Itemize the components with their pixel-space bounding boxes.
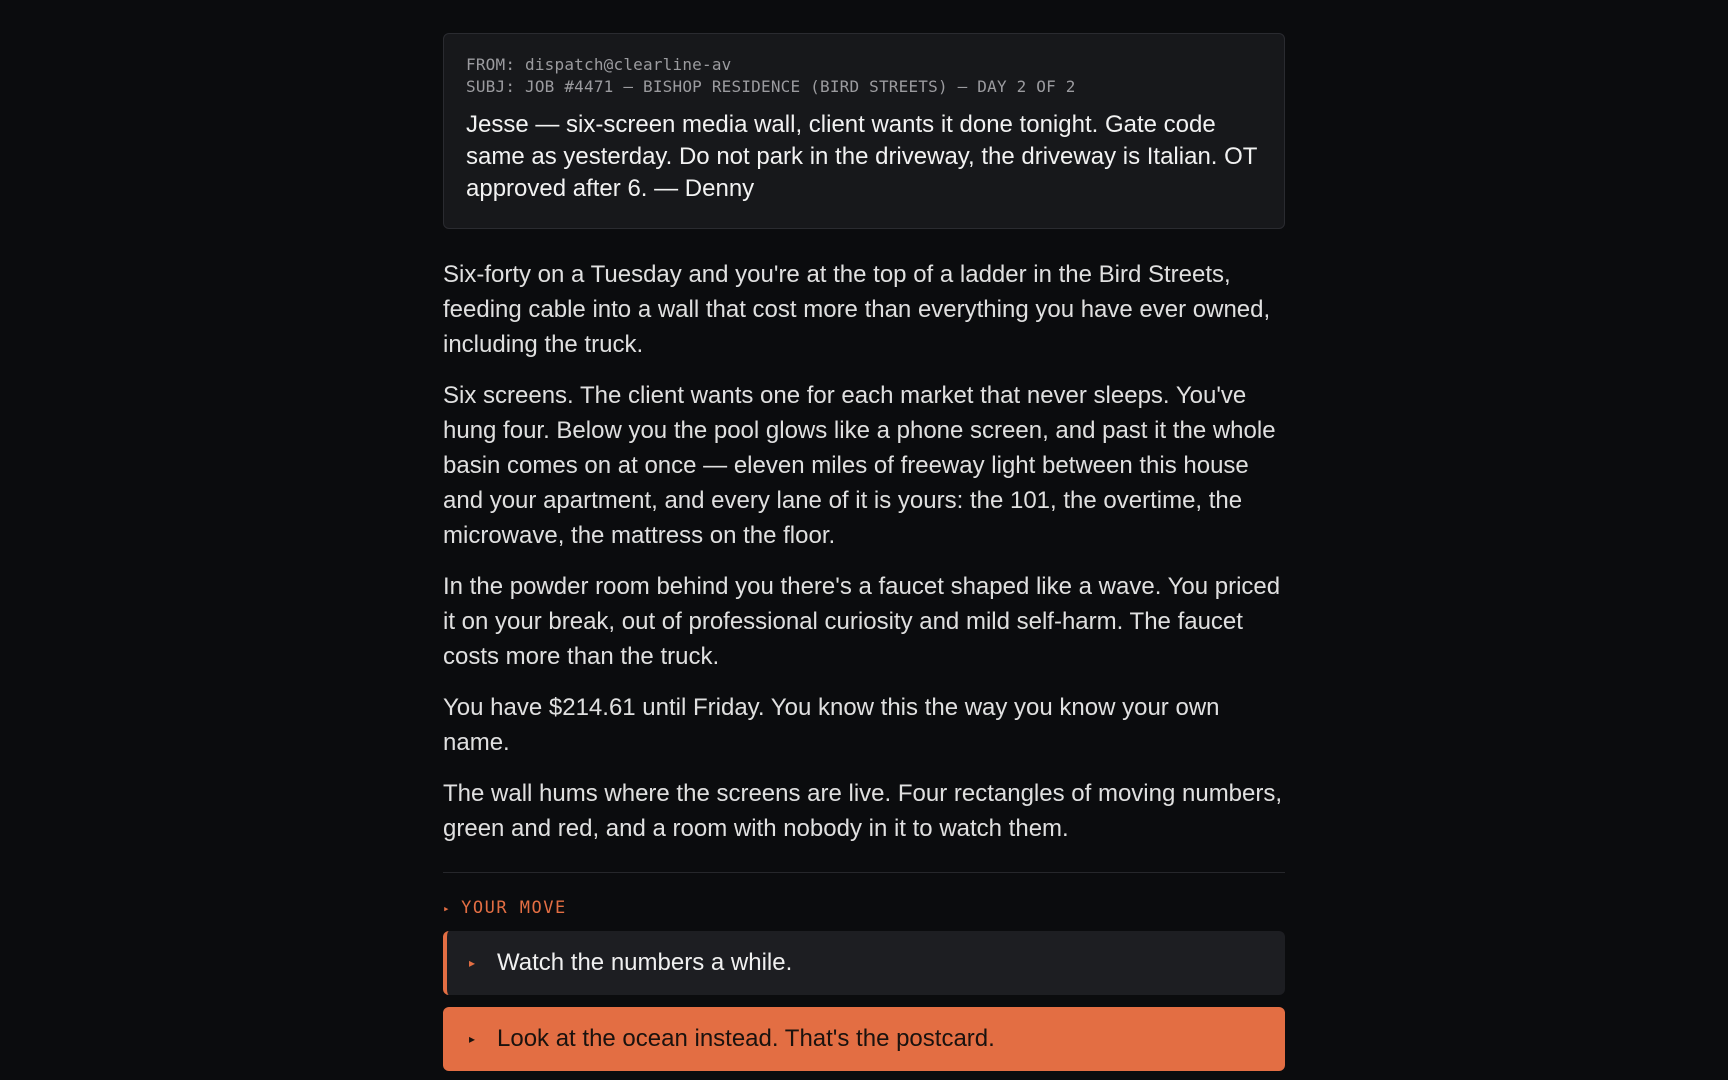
section-divider (443, 872, 1285, 873)
your-move-heading (443, 897, 1285, 919)
dispatch-from: FROM: dispatch@clearline-av (466, 55, 732, 74)
story-paragraph: The wall hums where the screens are live. Four rectangles of moving numbers, green and red, and a room with nobody in it to watch them. (443, 780, 1283, 842)
play-triangle-icon: ▸ (469, 1032, 476, 1046)
dispatch-subject: SUBJ: JOB #4471 — BISHOP RESIDENCE (BIRD STREETS) — DAY 2 OF 2 (466, 77, 1076, 96)
story-paragraph: You have $214.61 until Friday. You know this the way you know your own name. (443, 694, 1220, 756)
dispatch-message-card (443, 33, 1285, 229)
choice-watch-numbers-button[interactable] (443, 931, 1285, 995)
story-paragraph: In the powder room behind you there's a faucet shaped like a wave. You priced it on your break, out of professional curiosity and mild self-harm. The faucet costs more than the truck. (443, 573, 1281, 670)
choice-look-at-ocean-button[interactable] (443, 1007, 1285, 1071)
choice-label: Watch the numbers a while. (497, 949, 793, 976)
choice-label: Look at the ocean instead. That's the postcard. (497, 1025, 995, 1052)
play-triangle-icon: ▸ (469, 956, 476, 970)
dispatch-body: Jesse — six-screen media wall, client wants it done tonight. Gate code same as yesterday. Do not park in the driveway, the driveway is Italian. OT approved after 6. — Denny (466, 111, 1258, 202)
story-paragraph: Six screens. The client wants one for each market that never sleeps. You've hung four. Below you the pool glows like a phone screen, and past it the whole basin comes on at once — eleven miles of freeway light between this house and your apartment, and every lane of it is yours: the 101, the overtime, the microwave, the mattress on the floor. (443, 382, 1276, 549)
play-triangle-icon: ▸ (443, 901, 452, 915)
story-text (443, 257, 1285, 846)
your-move-label: YOUR MOVE (461, 898, 567, 918)
story-column (443, 33, 1285, 1071)
story-paragraph: Six-forty on a Tuesday and you're at the top of a ladder in the Bird Streets, feeding cable into a wall that cost more than everything you have ever owned, including the truck. (443, 261, 1271, 358)
